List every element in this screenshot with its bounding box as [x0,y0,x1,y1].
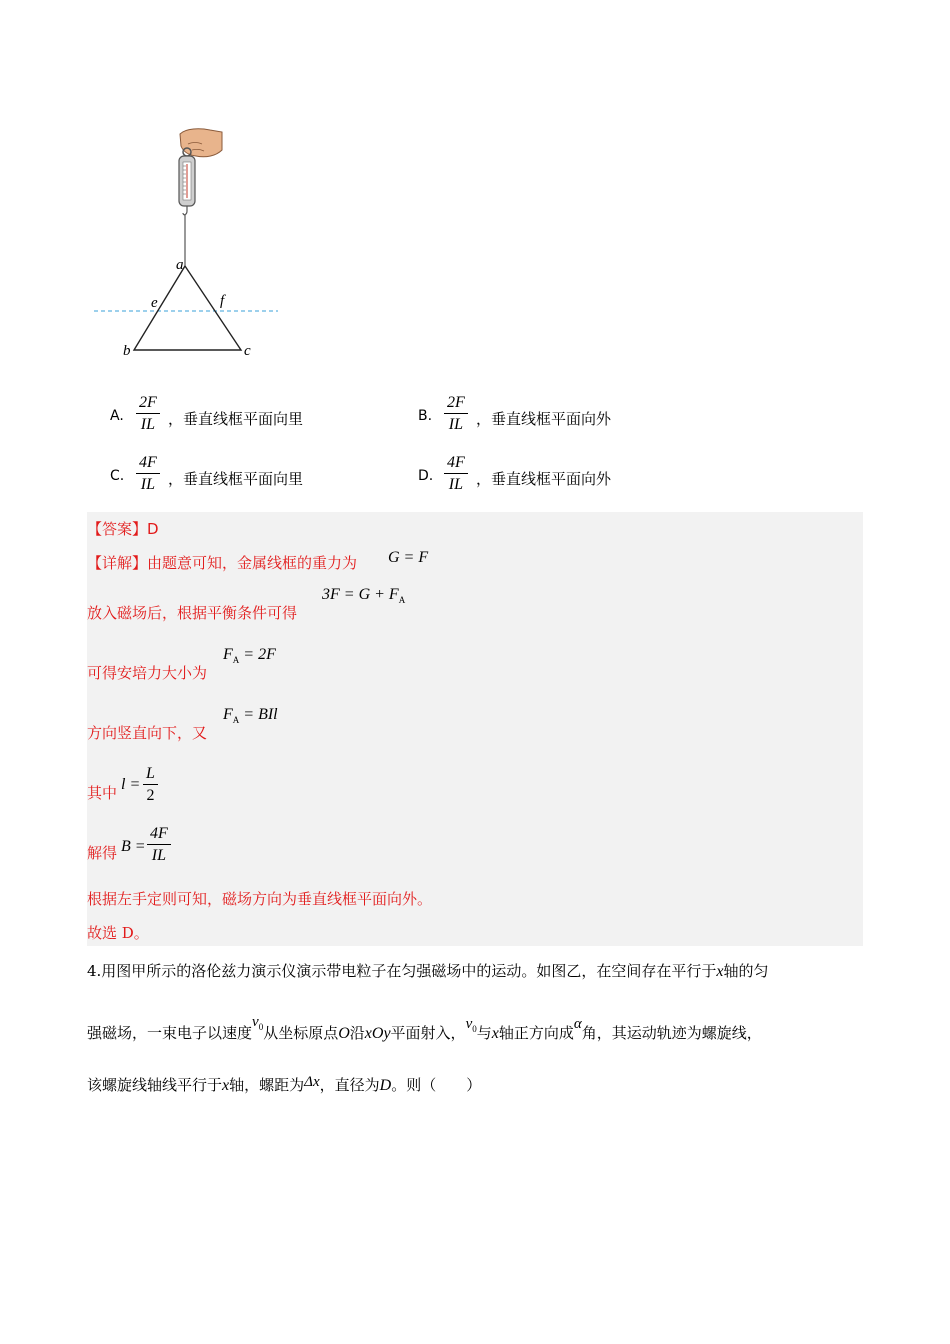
equation-balance [322,586,405,605]
detail-line-6: 解得 [87,844,118,862]
subscript: A [232,655,240,666]
spring-scale-icon [179,148,195,215]
alpha-symbol: α [573,1016,582,1032]
question-text: 沿 [349,1024,365,1042]
detail-text: 由题意可知，金属线框的重力为 [147,554,358,572]
math-var: x [222,1077,230,1094]
question-text: 轴的匀 [723,962,769,980]
equation-length-fraction [143,765,158,805]
question-text: 轴，螺距为 [229,1076,305,1094]
label-a: a [176,257,184,273]
label-f: f [220,293,225,309]
fraction-denominator: IL [448,416,463,433]
answer-box [87,512,863,946]
option-letter: C. [110,468,125,484]
fraction-numerator: L [143,765,158,785]
fraction-denominator: IL [448,476,463,493]
math-var: v [252,1014,259,1030]
fraction-numerator: 4F [147,825,171,845]
math-var: O [338,1025,350,1042]
fraction-denominator: 2 [146,787,155,804]
option-text: ，垂直线框平面向外 [476,410,612,428]
math-var: D [379,1077,392,1094]
math-var: xOy [364,1025,391,1042]
math-var: v [465,1016,473,1032]
detail-line-4: 方向竖直向下，又 [87,724,208,742]
delta-x-symbol: Δx [304,1074,320,1090]
detail-line-7: 根据左手定则可知，磁场方向为垂直线框平面向外。 [87,890,433,908]
question-text: 平面射入， [390,1024,466,1042]
equation-text: F [223,646,233,663]
option-b[interactable] [418,394,698,442]
question-text: 强磁场，一束电子以速度 [87,1024,253,1042]
option-letter: D. [418,468,434,484]
option-a[interactable] [110,394,390,442]
math-var: x [491,1025,499,1042]
velocity-symbol [252,1014,263,1030]
subscript: A [232,715,240,726]
question-text: 从坐标原点 [263,1024,339,1042]
detail-tag: 【详解】 [87,554,148,572]
option-text: ，垂直线框平面向里 [168,470,304,488]
question-text: ，直径为 [319,1076,380,1094]
answer-tag: 【答案】 [87,520,148,538]
fraction-denominator: IL [140,476,155,493]
subscript: 0 [258,1022,264,1032]
option-letter: A. [110,408,124,424]
question-text: 4.用图甲所示的洛伦兹力演示仪演示带电粒子在匀强磁场中的运动。如图乙，在空间存在平行于 [87,962,717,980]
equation-gravity: G = F [388,549,429,566]
detail-line-3: 可得安培力大小为 [87,664,208,682]
subscript: 0 [472,1024,477,1034]
label-b: b [123,343,131,359]
question-text: 该螺旋线轴线平行于 [87,1076,223,1094]
equation-text: = BIl [239,706,278,723]
question-text: 。则（ ） [391,1076,482,1094]
equation-text: 3F = G + F [322,586,399,603]
option-text: ，垂直线框平面向里 [168,410,304,428]
answer-value: D [147,520,159,538]
answer-line [87,518,159,539]
fraction-denominator: IL [151,847,166,864]
detail-line-5: 其中 [87,784,118,802]
question-text: 轴正方向成 [498,1024,574,1042]
option-text: ，垂直线框平面向外 [476,470,612,488]
detail-line-1 [87,552,357,573]
label-e: e [151,295,158,311]
option-fraction [444,394,468,434]
subscript: A [398,595,406,606]
option-c[interactable] [110,454,390,502]
equation-text: = 2F [239,646,276,663]
fraction-numerator: 4F [444,454,468,474]
equation-text: F [223,706,233,723]
detail-line-8: 故选 D。 [87,924,149,942]
equation-bil [223,706,278,725]
hand-icon [180,129,222,157]
option-fraction [136,454,160,494]
question-4-line-2 [87,1014,762,1044]
question-4-line-1 [87,960,768,981]
label-c: c [244,343,251,359]
fraction-denominator: IL [140,416,155,433]
equation-ampere-force [223,646,276,665]
velocity-symbol [466,1016,477,1032]
question-4-line-3 [87,1074,481,1095]
option-d[interactable] [418,454,698,502]
detail-line-2: 放入磁场后，根据平衡条件可得 [87,604,298,622]
option-letter: B. [418,408,433,424]
equation-result-lhs: B = [121,838,146,855]
fraction-numerator: 2F [444,394,468,414]
question-text: 与 [476,1024,492,1042]
option-fraction [136,394,160,434]
fraction-numerator: 2F [136,394,160,414]
fraction-numerator: 4F [136,454,160,474]
equation-result-fraction [147,825,171,865]
math-var: x [716,963,724,980]
option-fraction [444,454,468,494]
question-text: 角，其运动轨迹为螺旋线， [581,1024,762,1042]
physics-figure [88,120,288,365]
equation-length-lhs: l = [121,776,141,793]
